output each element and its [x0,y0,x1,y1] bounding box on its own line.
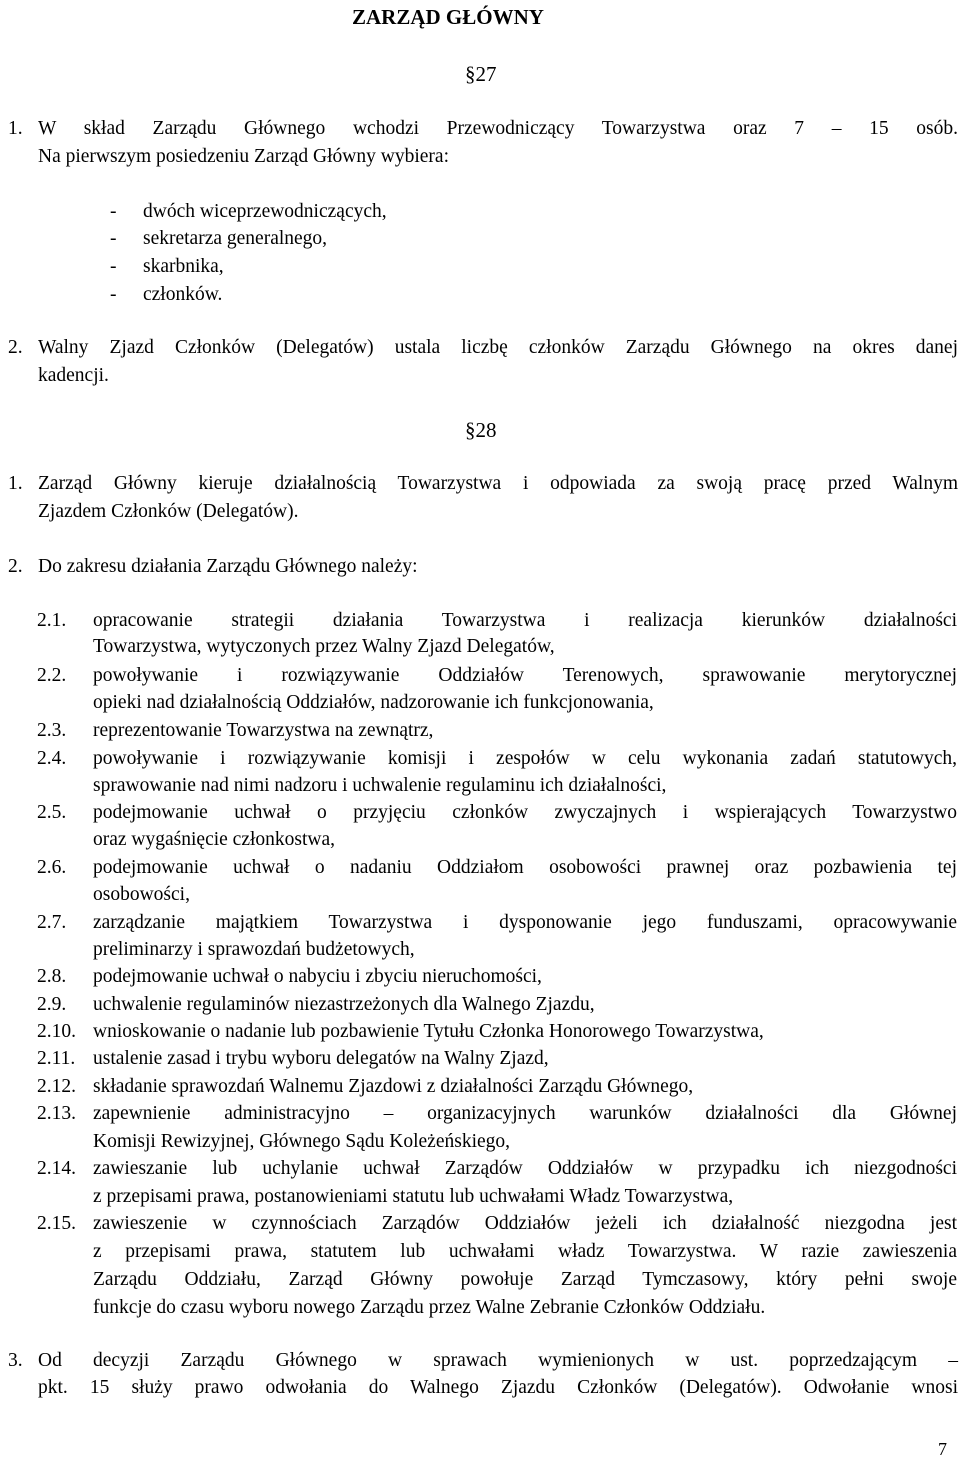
paragraph-line: pkt. 15 służy prawo odwołania do Walnego Zjazdu Członków (Delegatów). Odwołanie wnosi [38,1377,958,1398]
list-dash: - [110,228,117,249]
item-line: opieki nad działalnością Oddziałów, nadzorowanie ich funkcjonowania, [93,692,654,713]
paragraph-line: Zjazdem Członków (Delegatów). [38,501,299,522]
item-line: opracowanie strategii działania Towarzystwa i realizacja kierunków działalności [93,610,957,631]
list-item-text: członków. [143,284,223,305]
item-line: osobowości, [93,884,190,905]
item-number: 2.11. [37,1048,76,1069]
paragraph-line: Na pierwszym posiedzeniu Zarząd Główny wybiera: [38,146,449,167]
item-line: zarządzanie majątkiem Towarzystwa i dysponowanie jego funduszami, opracowywanie [93,912,957,933]
item-number: 2.9. [37,994,67,1015]
item-line: podejmowanie uchwał o przyjęciu członków zwyczajnych i wspierających Towarzystwo [93,802,957,823]
item-line: zawieszenie w czynnościach Zarządów Oddziałów jeżeli ich działalność niezgodna jest [93,1213,957,1234]
item-number: 2.7. [37,912,67,933]
item-number: 2.2. [37,665,67,686]
list-dash: - [110,201,117,222]
item-line: powoływanie i rozwiązywanie komisji i zespołów w celu wykonania zadań statutowych, [93,748,957,769]
list-item-text: dwóch wiceprzewodniczących, [143,201,387,222]
item-number: 2.1. [37,610,67,631]
item-line: wnioskowanie o nadanie lub pozbawienie Tytułu Członka Honorowego Towarzystwa, [93,1021,764,1042]
item-line: podejmowanie uchwał o nadaniu Oddziałom osobowości prawnej oraz pozbawienia tej [93,857,957,878]
item-line: ustalenie zasad i trybu wyboru delegatów na Walny Zjazd, [93,1048,549,1069]
paragraph-line: W skład Zarządu Głównego wchodzi Przewodniczący Towarzystwa oraz 7 – 15 osób. [38,118,958,139]
item-number: 2.15. [37,1213,76,1234]
paragraph-line: kadencji. [38,365,109,386]
item-line: z przepisami prawa, statutem lub uchwałami władz Towarzystwa. W razie zawieszenia [93,1241,957,1262]
item-line: Zarządu Oddziału, Zarząd Główny powołuje Zarząd Tymczasowy, który pełni swoje [93,1269,957,1290]
item-number: 2.4. [37,748,67,769]
paragraph-number: 1. [8,118,23,139]
item-line: zawieszanie lub uchylanie uchwał Zarządów Oddziałów w przypadku ich niezgodności [93,1158,957,1179]
item-number: 2.14. [37,1158,76,1179]
item-number: 2.3. [37,720,67,741]
page-number: 7 [938,1439,947,1459]
item-number: 2.8. [37,966,67,987]
paragraph-line: Od decyzji Zarządu Głównego w sprawach wymienionych w ust. poprzedzającym – [38,1350,958,1371]
item-line: preliminarzy i sprawozdań budżetowych, [93,939,415,960]
list-dash: - [110,284,117,305]
paragraph-number: 2. [8,337,23,358]
item-number: 2.6. [37,857,67,878]
section-heading-27: §27 [465,62,497,86]
item-number: 2.13. [37,1103,76,1124]
paragraph-line: Zarząd Główny kieruje działalnością Towarzystwa i odpowiada za swoją pracę przed Walnym [38,473,958,494]
list-dash: - [110,256,117,277]
item-line: z przepisami prawa, postanowieniami statutu lub uchwałami Władz Towarzystwa, [93,1186,734,1207]
item-number: 2.12. [37,1076,76,1097]
item-line: reprezentowanie Towarzystwa na zewnątrz, [93,720,434,741]
item-line: funkcje do czasu wyboru nowego Zarządu przez Walne Zebranie Członków Oddziału. [93,1297,766,1318]
item-line: Towarzystwa, wytyczonych przez Walny Zjazd Delegatów, [93,636,555,657]
item-line: uchwalenie regulaminów niezastrzeżonych dla Walnego Zjazdu, [93,994,595,1015]
item-line: podejmowanie uchwał o nabyciu i zbyciu nieruchomości, [93,966,542,987]
paragraph-line: Do zakresu działania Zarządu Głównego należy: [38,556,418,577]
section-heading-28: §28 [465,418,497,442]
list-item-text: skarbnika, [143,256,224,277]
document-title: ZARZĄD GŁÓWNY [352,5,544,29]
item-line: powoływanie i rozwiązywanie Oddziałów Terenowych, sprawowanie merytorycznej [93,665,957,686]
item-number: 2.5. [37,802,67,823]
paragraph-line: Walny Zjazd Członków (Delegatów) ustala liczbę członków Zarządu Głównego na okres danej [38,337,958,358]
item-line: Komisji Rewizyjnej, Głównego Sądu Koleżeńskiego, [93,1131,511,1152]
item-number: 2.10. [37,1021,76,1042]
list-item-text: sekretarza generalnego, [143,228,328,249]
paragraph-number: 1. [8,473,23,494]
item-line: oraz wygaśnięcie członkostwa, [93,829,336,850]
paragraph-number: 3. [8,1350,23,1371]
item-line: składanie sprawozdań Walnemu Zjazdowi z działalności Zarządu Głównego, [93,1076,694,1097]
item-line: sprawowanie nad nimi nadzoru i uchwalenie regulaminu ich działalności, [93,775,667,796]
item-line: zapewnienie administracyjno – organizacyjnych warunków działalności dla Głównej [93,1103,957,1124]
paragraph-number: 2. [8,556,23,577]
